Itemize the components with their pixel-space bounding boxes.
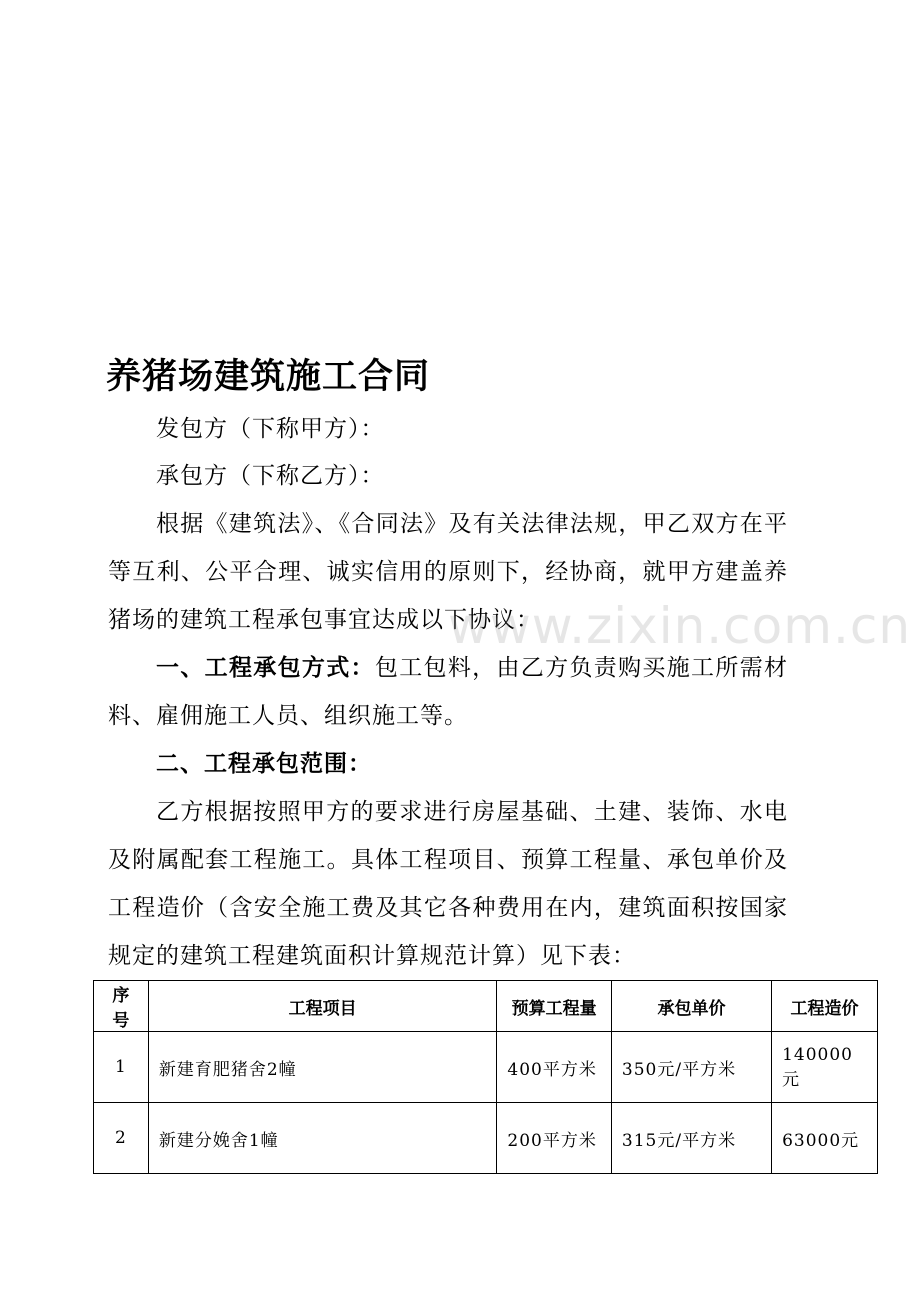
header-total: 工程造价 bbox=[772, 981, 878, 1032]
party-a-line: 发包方（下称甲方）： bbox=[156, 416, 385, 442]
cell-unit-price: 315元/平方米 bbox=[611, 1103, 771, 1174]
cost-table bbox=[93, 980, 878, 1174]
table-row bbox=[94, 1103, 878, 1174]
section-1-heading: 一、工程承包方式： bbox=[156, 655, 375, 681]
cell-item: 新建育肥猪舍2幢 bbox=[148, 1032, 497, 1103]
cell-seq: 1 bbox=[94, 1032, 149, 1103]
header-item: 工程项目 bbox=[148, 981, 497, 1032]
watermark: www.zixin.com.cn bbox=[448, 597, 912, 655]
section-2-text: 乙方根据按照甲方的要求进行房屋基础、土建、装饰、水电及附属配套工程施工。具体工程项目、预算工程量、承包单价及工程造价（含安全施工费及其它各种费用在内，建筑面积按国家规定的建筑工程建筑面积计算规范计算）见下表： bbox=[108, 799, 788, 969]
party-b-line: 承包方（下称乙方）： bbox=[156, 463, 385, 489]
table-header-row bbox=[94, 981, 878, 1032]
cell-seq: 2 bbox=[94, 1103, 149, 1174]
cell-quantity: 200平方米 bbox=[497, 1103, 612, 1174]
header-quantity: 预算工程量 bbox=[497, 981, 612, 1032]
section-2-heading bbox=[108, 740, 788, 788]
cell-quantity: 400平方米 bbox=[497, 1032, 612, 1103]
intro-paragraph: 根据《建筑法》、《合同法》及有关法律法规，甲乙双方在平等互利、公平合理、诚实信用的原则下，经协商，就甲方建盖养猪场的建筑工程承包事宜达成以下协议： bbox=[108, 511, 788, 633]
cell-unit-price: 350元/平方米 bbox=[611, 1032, 771, 1103]
cell-total: 63000元 bbox=[772, 1103, 878, 1174]
section-1 bbox=[108, 644, 788, 740]
header-unit-price: 承包单价 bbox=[611, 981, 771, 1032]
section-2-heading-text: 二、工程承包范围： bbox=[156, 751, 372, 777]
section-1-text: 包工包料，由乙方负责购买施工所需材料、雇佣施工人员、组织施工等。 bbox=[108, 655, 789, 729]
cell-item: 新建分娩舍1幢 bbox=[148, 1103, 497, 1174]
table-row bbox=[94, 1032, 878, 1103]
cell-total: 140000元 bbox=[772, 1032, 878, 1103]
header-seq: 序号 bbox=[94, 981, 149, 1032]
document-title: 养猪场建筑施工合同 bbox=[106, 357, 431, 397]
